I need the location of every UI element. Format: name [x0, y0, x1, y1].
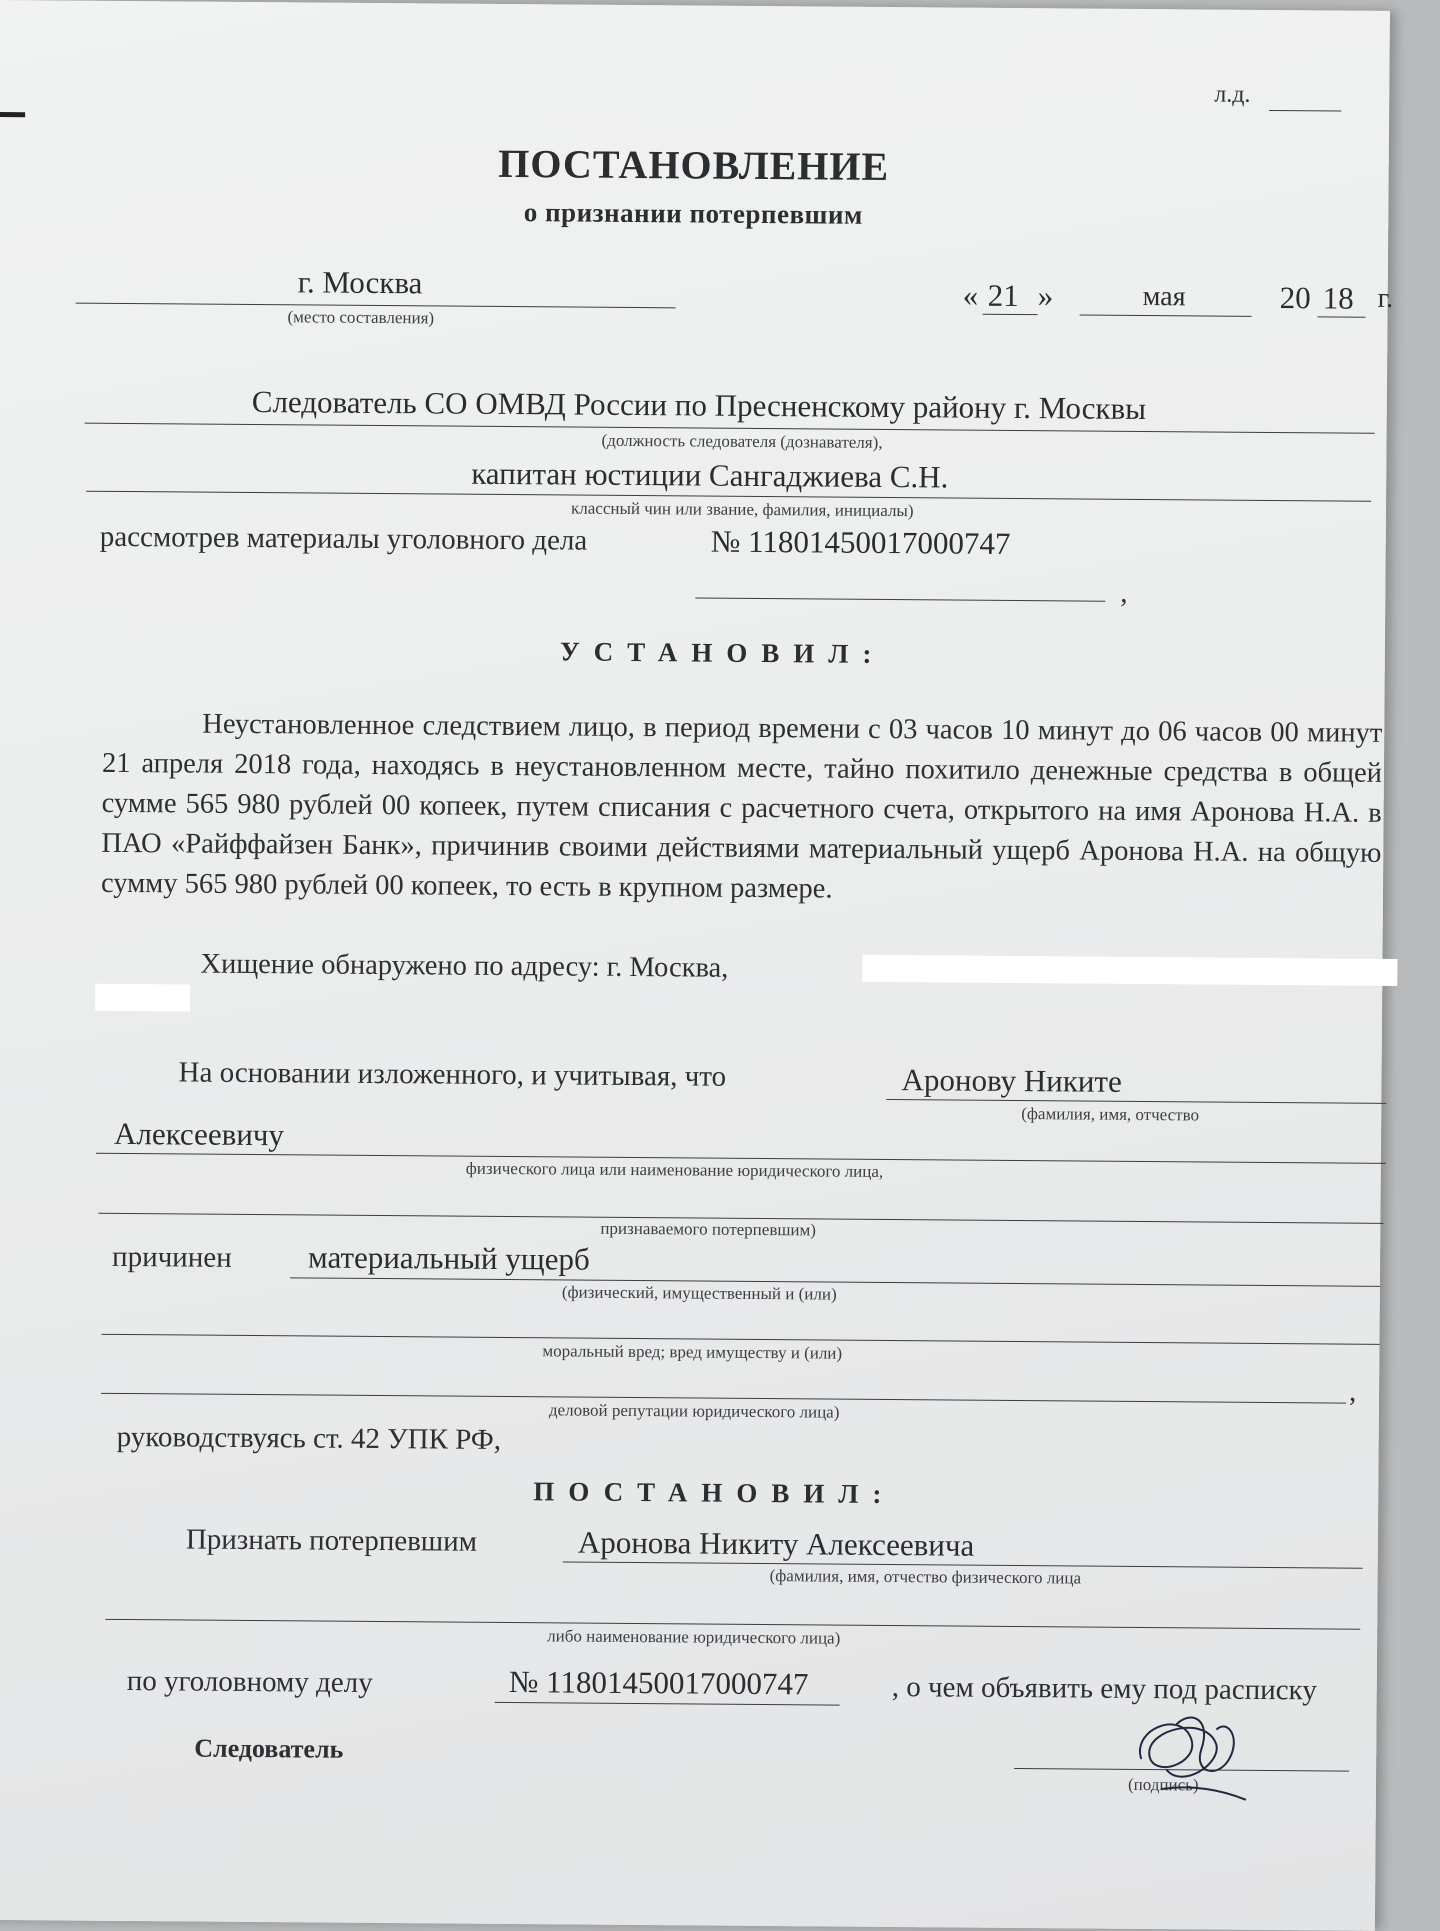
margin-mark: [0, 112, 25, 117]
date-year-line: [1318, 316, 1366, 317]
resolution-case-number: № 11801450017000747: [508, 1664, 809, 1702]
document-title: ПОСТАНОВЛЕНИЕ: [498, 140, 890, 189]
date-month: мая: [1142, 280, 1186, 313]
handwritten-signature: [1121, 1699, 1252, 1815]
date-quote-close: »: [1037, 278, 1054, 314]
investigator-position: Следователь СО ОМВД России по Пресненскому району г. Москвы: [251, 383, 1147, 427]
materials-label: рассмотрев материалы уголовного дела: [99, 520, 588, 557]
investigator-position-caption: (должность следователя (дознавателя),: [601, 430, 883, 452]
guided-by: руководствуясь ст. 42 УПК РФ,: [116, 1420, 502, 1456]
redaction-box: [862, 955, 1397, 986]
resolution-case-label: по уголовному делу: [126, 1665, 373, 1699]
resolution-caption-2: либо наименование юридического лица): [547, 1626, 841, 1648]
place-value: г. Москва: [297, 264, 423, 301]
document-page: л.д. ПОСТАНОВЛЕНИЕ о признании потерпевшим г. Москва (место составления) « 21 » мая 20 18 г. Следователь СО ОМВД России по Пресненскому району г. Москвы (должность следователя (дознавателя), капитан юстиции Сангаджиева С.Н. классный чин или звание, фамилия, инициалы) рассмотрев материалы уголовного дела № 11801450017000747 , УСТАНОВИЛ: Неустановленное следствием лицо, в период времени с 03 часов 10 минут до 06 часов 00 минут 21 апреля 2018 года, находясь в неустановленном месте, тайно похитило денежные средства в общей сумме 565 980 рублей 00 копеек, путем списания с расчетного счета, открытого на имя Аронова Н.А. в ПАО «Райффайзен Банк», причинив своими действиями материальный ущерб Аронова Н.А. на общую сумму 565 980 рублей 00 копеек, то есть в крупном размере. Хищение обнаружено по адресу: г. Москва, На основании изложенного, и учитывая, что Аронову Никите (фамилия, имя, отчество Алексеевичу физического лица или наименование юридического лица, признаваемого потерпевшим) причинен материальный ущерб (физический, имущественный и (или) моральный вред; вред имуществу и (или) , деловой репутации юридического лица) руководствуясь ст. 42 УПК РФ, ПОСТАНОВИЛ: Признать потерпевшим Аронова Никиту Алексеевича (фамилия, имя, отчество физического лица либо наименование юридического лица) по уголовному делу № 11801450017000747 , о чем объявить ему под расписку Следователь (подпись): [0, 0, 1390, 1931]
established-paragraph-2: Хищение обнаружено по адресу: г. Москва,: [200, 948, 729, 984]
basis-label: На основании изложенного, и учитывая, что: [178, 1056, 727, 1093]
resolution-announce: , о чем объявить ему под расписку: [891, 1671, 1317, 1707]
date-year-label: г.: [1377, 282, 1394, 314]
redaction-box: [95, 984, 190, 1012]
case-ref-line: [1269, 110, 1341, 112]
resolution-caption-1: (фамилия, имя, отчество физического лица: [769, 1566, 1082, 1588]
harm-caption-1: (физический, имущественный и (или): [561, 1282, 837, 1304]
date-year-prefix: 20: [1279, 280, 1311, 316]
established-paragraph-1: Неустановленное следствием лицо, в период времени с 03 часов 10 минут до 06 часов 00 минут 21 апреля 2018 года, находясь в неустановленном месте, тайно похитило денежные средства в общей сумме 565 980 рублей 00 копеек, путем списания с расчетного счета, открытого на имя Аронова Н.А. в ПАО «Райффайзен Банк», причинив своими действиями материальный ущерб Аронова Н.А. на общую сумму 565 980 рублей 00 копеек, то есть в крупном размере.: [100, 708, 1383, 905]
harm-caption-2: моральный вред; вред имуществу и (или): [542, 1341, 843, 1363]
resolved-heading: ПОСТАНОВИЛ:: [533, 1476, 896, 1510]
resolution-case-line: [495, 1702, 840, 1706]
basis-name-underline: [886, 1099, 1386, 1104]
resolution-value: Аронова Никиту Алексеевича: [577, 1524, 975, 1563]
date-day-line: [983, 314, 1038, 315]
date-quote-open: «: [962, 277, 979, 313]
date-year-suffix: 18: [1322, 280, 1354, 316]
established-heading: УСТАНОВИЛ:: [559, 636, 886, 669]
resolution-label: Признать потерпевшим: [185, 1523, 478, 1558]
harm-caption-3: деловой репутации юридического лица): [548, 1400, 840, 1422]
date-month-line: [1080, 314, 1252, 316]
investigator-rank-caption: классный чин или звание, фамилия, инициалы): [570, 498, 914, 521]
document-subtitle: о признании потерпевшим: [523, 197, 863, 230]
investigator-rank-name: капитан юстиции Сангаджиева С.Н.: [471, 455, 949, 495]
date-day: 21: [987, 277, 1019, 314]
basis-caption-3: признаваемого потерпевшим): [600, 1218, 817, 1240]
place-caption: (место составления): [287, 307, 435, 328]
basis-name-line1: Аронову Никите: [901, 1062, 1122, 1099]
basis-caption-2: физического лица или наименование юридического лица,: [465, 1158, 884, 1181]
case-ref-label: л.д.: [1214, 81, 1251, 108]
materials-extra-line: [695, 597, 1105, 601]
harm-value: материальный ущерб: [308, 1239, 590, 1277]
signature-caption: (подпись): [1127, 1774, 1199, 1795]
harm-label: причинен: [112, 1240, 232, 1274]
materials-case-number: № 11801450017000747: [710, 523, 1011, 561]
basis-name-line2: Алексеевичу: [113, 1115, 285, 1153]
signature-label: Следователь: [194, 1733, 344, 1764]
basis-caption-1: (фамилия, имя, отчество: [1021, 1104, 1200, 1125]
